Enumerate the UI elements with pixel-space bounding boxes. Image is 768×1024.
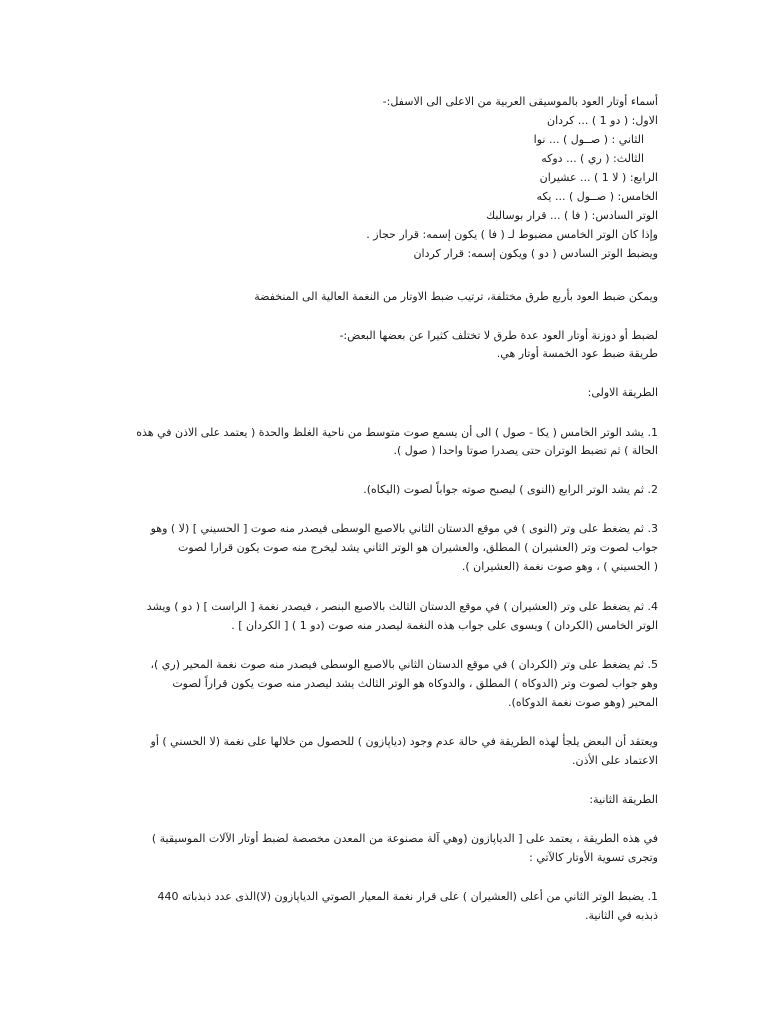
step-4-line-1: 4. ثم يضغط على وتر (العشيران ) في موقع الدستان الثالث بالاصبع البنصر ، فيصدر نغمة [ الراست ] ( دو ) ويشد xyxy=(146,600,658,613)
note-line-1: ويعتقد أن البعض يلجأ لهذه الطريقة في حالة عدم وجود (دياپازون ) للحصول من خلالها على نغمة (لا الحسني ) أو xyxy=(150,735,658,748)
step-5-line-3: المحير (وهو صوت نغمة الدوكاه). xyxy=(508,696,658,709)
string-1-line: الاول: ( دو 1 ) ... كردان xyxy=(547,114,658,127)
methods-intro: لضبط أو دوزنة أوتار العود عدة طرق لا تختلف كثيرا عن بعضها البعض:- xyxy=(339,329,658,342)
method-2-step-1-line-2: ذبذبه في الثانية. xyxy=(585,909,658,922)
string-3-line: الثالث: ( ري ) ... دوكه xyxy=(541,152,644,165)
method-2-intro-line-1: في هذه الطريقة ، يعتمد على [ الدياپازون (وهي آلة مصنوعة من المعدن مخصصة لضبط أوتار الآلات الموسيقية ) xyxy=(151,832,658,845)
method-2-heading: الطريقة الثانية: xyxy=(589,793,658,806)
note-line-2: الاعتماد على الأذن. xyxy=(572,754,658,767)
string-6-note-line: ويضبط الوتر السادس ( دو ) ويكون إسمه: قرار كردان xyxy=(413,247,658,260)
method-2-intro-line-2: وتجرى تسوية الأوتار كالآتي : xyxy=(529,851,658,864)
step-1-line-2: الحالة ) ثم تضبط الوتران حتى يصدرا صوتا واحدا ( صول ). xyxy=(393,444,658,457)
string-6-line: الوتر السادس: ( فا ) ... قرار بوسالبك xyxy=(486,209,658,222)
step-4-line-2: الوتر الخامس (الكردان ) ويسوى على جواب هذه النغمة ليصدر منه صوت (دو 1 ) [ الكردان ] . xyxy=(231,619,658,632)
step-5-line-1: 5. ثم يضغط على وتر (الكردان ) في موقع الدستان الثاني بالاصبع الوسطى فيصدر منه صوت نغمة المحير (ري )، xyxy=(150,658,658,671)
step-5-line-2: وهو جواب لصوت وتر (الدوكاه ) المطلق ، والدوكاه هو الوتر الثالث يشد ليصدر منه صوت يكون قراراً لصوت xyxy=(172,677,658,690)
method-2-step-1-line-1: 1. يضبط الوتر الثاني من أعلى (العشيران ) على قرار نغمة المعيار الصوتي الدياپازون (لا)الذى عدد ذبذباته 440 xyxy=(157,890,658,903)
tuning-intro: ويمكن ضبط العود بأربع طرق مختلفة، ترتيب ضبط الاوتار من النغمة العالية الى المنخفضة xyxy=(254,290,658,303)
string-4-line: الرابع: ( لا 1 ) ... عشيران xyxy=(539,171,658,184)
string-5-line: الخامس: ( صــول ) ... يكه xyxy=(536,190,658,203)
step-3-line-3: ( الحسيني ) ، وهو صوت نغمة (العشيران ). xyxy=(461,560,658,573)
step-1-line-1: 1. يشد الوتر الخامس ( يكا - صول ) الى أن يسمع صوت متوسط من ناحية الغلظ والحدة ( يعتمد على الاذن في هذه xyxy=(136,426,658,439)
heading-string-names: أسماء أوتار العود بالموسيقى العربية من الاعلى الى الاسفل:- xyxy=(382,95,658,108)
string-5-note-line: وإذا كان الوتر الخامس مضبوط لـ ( فا ) يكون إسمه: قرار حجاز . xyxy=(366,228,658,241)
step-2-line: 2. ثم يشد الوتر الرابع (النوى ) ليصبح صوته جواباً لصوت (اليكاه). xyxy=(363,483,658,496)
five-string-method: طريقة ضبط عود الخمسة أوتار هي. xyxy=(496,347,658,360)
method-1-heading: الطريقة الاولى: xyxy=(587,386,658,399)
step-3-line-2: جواب لصوت وتر (العشيران ) المطلق، والعشيران هو الوتر الثاني يشد ليخرج منه صوت يكون قرارا لصوت xyxy=(177,541,658,554)
step-3-line-1: 3. ثم يضغط على وتر (النوى ) في موقع الدستان الثاني بالاصبع الوسطى فيصدر منه صوت [ الحسيني ] (لا ) وهو xyxy=(150,522,658,535)
string-2-line: الثاني : ( صــول ) ... نوا xyxy=(533,133,644,146)
